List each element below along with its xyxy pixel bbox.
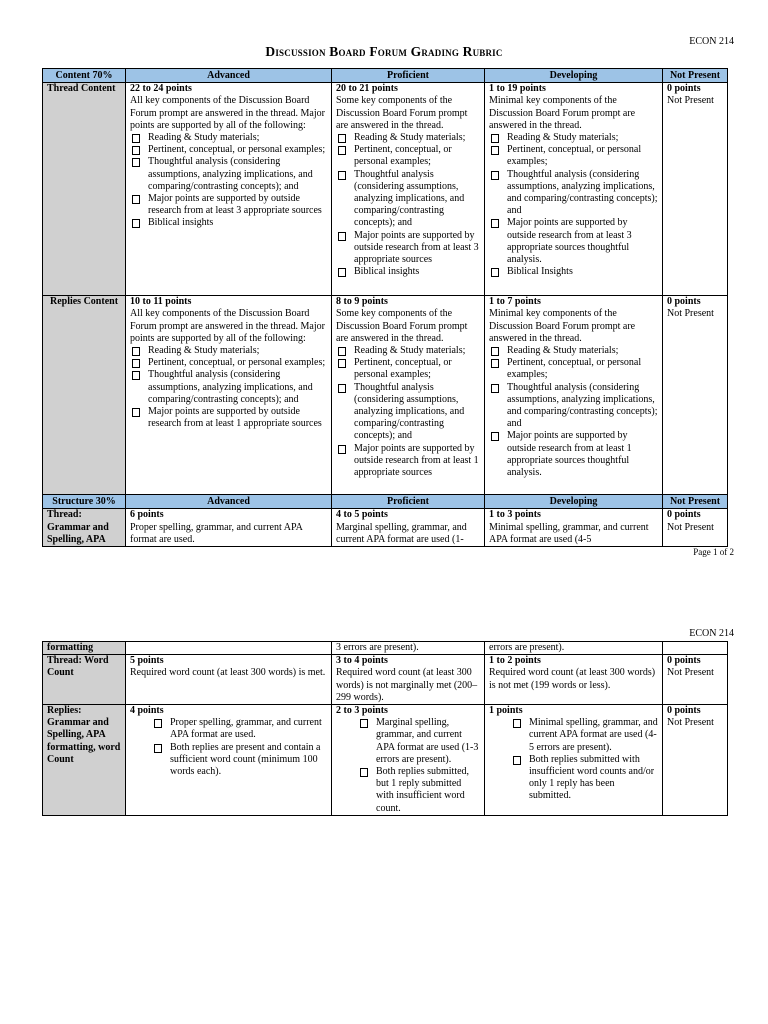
checklist-item: Reading & Study materials;	[489, 132, 658, 144]
advanced-header: Advanced	[126, 495, 332, 509]
cell-text: Required word count (at least 300 words) is not met (199 words or less).	[489, 667, 656, 691]
not-present-cell	[663, 642, 728, 655]
checklist-item: Thoughtful analysis (considering assumptions, analyzing implications, and comparing/contrasting concepts); and	[489, 169, 658, 218]
table-row	[43, 705, 728, 816]
cell-text: Minimal key components of the Discussion Board Forum prompt are answered in the thread.	[489, 95, 636, 131]
proficient-cell	[332, 509, 485, 547]
checklist-item: Minimal spelling, grammar, and current APA format are used (4-5 errors are present).	[511, 717, 658, 754]
criterion-cell: formatting	[43, 642, 126, 655]
cell-text: Not Present	[667, 717, 714, 729]
developing-cell	[485, 509, 663, 547]
points-label: 1 points	[489, 705, 523, 717]
checklist-item: Major points are supported by outside research from at least 3 appropriate sources	[336, 230, 480, 267]
checklist	[336, 132, 480, 278]
criterion-cell: Thread: Grammar and Spelling, APA	[43, 509, 126, 547]
proficient-cell	[332, 296, 485, 495]
checklist-item: Reading & Study materials;	[130, 132, 327, 144]
cell-text: Not Present	[667, 667, 714, 679]
advanced-cell	[126, 296, 332, 495]
developing-cell	[485, 83, 663, 296]
cell-text: Proper spelling, grammar, and current APA format are used.	[130, 521, 303, 545]
points-label: 0 points	[667, 296, 701, 308]
table-row	[43, 509, 728, 547]
checklist-item: Thoughtful analysis (considering assumptions, analyzing implications, and comparing/contrasting concepts); and	[336, 382, 480, 443]
checklist	[130, 717, 327, 778]
developing-header: Developing	[485, 495, 663, 509]
checklist-item: Thoughtful analysis (considering assumptions, analyzing implications, and comparing/contrasting concepts); and	[130, 369, 327, 406]
checklist	[336, 717, 480, 815]
proficient-header: Proficient	[332, 69, 485, 83]
cell-text: Required word count (at least 300 words) is not marginally met (200–299 words).	[336, 667, 478, 703]
points-label: 1 to 3 points	[489, 509, 541, 521]
points-label: 2 to 3 points	[336, 705, 388, 717]
rubric-table-page1	[42, 68, 728, 547]
not-present-cell	[663, 509, 728, 547]
advanced-cell	[126, 83, 332, 296]
checklist-item: Pertinent, conceptual, or personal examples;	[336, 144, 480, 168]
page-number: Page 1 of 2	[693, 547, 734, 557]
developing-cell	[485, 705, 663, 816]
checklist-item: Reading & Study materials;	[489, 345, 658, 357]
advanced-header: Advanced	[126, 69, 332, 83]
criterion-cell: Replies: Grammar and Spelling, APA formatting, word Count	[43, 705, 126, 816]
points-label: 20 to 21 points	[336, 83, 398, 95]
checklist-item: Pertinent, conceptual, or personal examples;	[489, 144, 658, 168]
checklist-item: Proper spelling, grammar, and current APA format are used.	[152, 717, 327, 741]
cell-text: Minimal key components of the Discussion Board Forum prompt are answered in the thread.	[489, 308, 636, 344]
checklist	[489, 132, 658, 278]
checklist-item: Both replies are present and contain a sufficient word count (minimum 100 words each).	[152, 742, 327, 779]
checklist-item: Biblical insights	[336, 266, 480, 278]
criterion-cell: Thread: Word Count	[43, 655, 126, 705]
advanced-cell	[126, 642, 332, 655]
checklist-item: Reading & Study materials;	[130, 345, 327, 357]
points-label: 4 to 5 points	[336, 509, 388, 521]
points-label: 3 to 4 points	[336, 655, 388, 667]
points-label: 0 points	[667, 509, 701, 521]
checklist-item: Biblical Insights	[489, 266, 658, 278]
points-label: 5 points	[130, 655, 164, 667]
cell-text: Not Present	[667, 95, 714, 107]
developing-cell	[485, 655, 663, 705]
advanced-cell	[126, 509, 332, 547]
checklist-item: Major points are supported by outside research from at least 1 appropriate sources thoughtful analysis.	[489, 430, 658, 479]
not-present-header: Not Present	[663, 69, 728, 83]
checklist-item: Pertinent, conceptual, or personal examples;	[130, 144, 327, 156]
proficient-cell: 3 errors are present).	[332, 642, 485, 655]
cell-text: Required word count (at least 300 words) is met.	[130, 667, 326, 679]
not-present-cell	[663, 83, 728, 296]
checklist-item: Major points are supported by outside research from at least 1 appropriate sources	[130, 406, 327, 430]
points-label: 1 to 7 points	[489, 296, 541, 308]
cell-text: All key components of the Discussion Board Forum prompt are answered in the thread. Major points are supported by all of the following:	[130, 308, 325, 344]
checklist-item: Reading & Study materials;	[336, 132, 480, 144]
table-row	[43, 83, 728, 296]
proficient-cell	[332, 83, 485, 296]
criterion-cell: Replies Content	[43, 296, 126, 495]
developing-cell: errors are present).	[485, 642, 663, 655]
points-label: 0 points	[667, 655, 701, 667]
checklist	[130, 132, 327, 230]
checklist-item: Major points are supported by outside research from at least 3 appropriate sources	[130, 193, 327, 217]
checklist-item: Thoughtful analysis (considering assumptions, analyzing implications, and comparing/contrasting concepts); and	[489, 382, 658, 431]
checklist	[336, 345, 480, 479]
proficient-header: Proficient	[332, 495, 485, 509]
checklist-item: Pertinent, conceptual, or personal examples;	[336, 357, 480, 381]
points-label: 0 points	[667, 705, 701, 717]
course-code: ECON 214	[689, 36, 734, 47]
checklist	[489, 717, 658, 802]
table-row	[43, 296, 728, 495]
points-label: 8 to 9 points	[336, 296, 388, 308]
cell-text: Marginal spelling, grammar, and current APA format are used (1-	[336, 521, 467, 545]
checklist	[130, 345, 327, 430]
points-label: 4 points	[130, 705, 164, 717]
developing-cell	[485, 296, 663, 495]
table-row	[43, 642, 728, 655]
cell-text: Minimal spelling, grammar, and current APA format are used (4-5	[489, 521, 649, 545]
points-label: 1 to 19 points	[489, 83, 546, 95]
points-label: 6 points	[130, 509, 164, 521]
checklist-item: Thoughtful analysis (considering assumptions, analyzing implications, and comparing/contrasting concepts); and	[130, 156, 327, 193]
checklist-item: Major points are supported by outside research from at least 3 appropriate sources thoughtful analysis.	[489, 217, 658, 266]
proficient-cell	[332, 705, 485, 816]
cell-text: Not Present	[667, 308, 714, 320]
content-header: Content 70%	[43, 69, 126, 83]
points-label: 1 to 2 points	[489, 655, 541, 667]
points-label: 22 to 24 points	[130, 83, 192, 95]
structure-header: Structure 30%	[43, 495, 126, 509]
not-present-cell	[663, 705, 728, 816]
checklist-item: Pertinent, conceptual, or personal examples;	[489, 357, 658, 381]
developing-header: Developing	[485, 69, 663, 83]
cell-text: All key components of the Discussion Board Forum prompt are answered in the thread. Major points are supported by all of the following:	[130, 95, 325, 131]
checklist-item: Both replies submitted with insufficient word counts and/or only 1 reply has been submitted.	[511, 754, 658, 803]
not-present-cell	[663, 296, 728, 495]
points-label: 10 to 11 points	[130, 296, 192, 308]
table-row	[43, 655, 728, 705]
structure-header-row	[43, 495, 728, 509]
cell-text: Some key components of the Discussion Board Forum prompt are answered in the thread.	[336, 308, 468, 344]
advanced-cell	[126, 705, 332, 816]
advanced-cell	[126, 655, 332, 705]
content-header-row	[43, 69, 728, 83]
checklist-item: Marginal spelling, grammar, and current APA format are used (1-3 errors are present).	[358, 717, 480, 766]
checklist-item: Both replies submitted, but 1 reply submitted with insufficient word count.	[358, 766, 480, 815]
checklist	[489, 345, 658, 479]
page-title: Discussion Board Forum Grading Rubric	[265, 44, 503, 59]
points-label: 0 points	[667, 83, 701, 95]
criterion-cell: Thread Content	[43, 83, 126, 296]
cell-text: Some key components of the Discussion Board Forum prompt are answered in the thread.	[336, 95, 468, 131]
checklist-item: Major points are supported by outside research from at least 1 appropriate sources	[336, 443, 480, 480]
checklist-item: Reading & Study materials;	[336, 345, 480, 357]
not-present-header: Not Present	[663, 495, 728, 509]
rubric-table-page2	[42, 641, 728, 816]
not-present-cell	[663, 655, 728, 705]
checklist-item: Pertinent, conceptual, or personal examples;	[130, 357, 327, 369]
checklist-item: Thoughtful analysis (considering assumptions, analyzing implications, and comparing/contrasting concepts); and	[336, 169, 480, 230]
checklist-item: Biblical insights	[130, 217, 327, 229]
course-code: ECON 214	[689, 628, 734, 639]
proficient-cell	[332, 655, 485, 705]
cell-text: Not Present	[667, 521, 714, 533]
